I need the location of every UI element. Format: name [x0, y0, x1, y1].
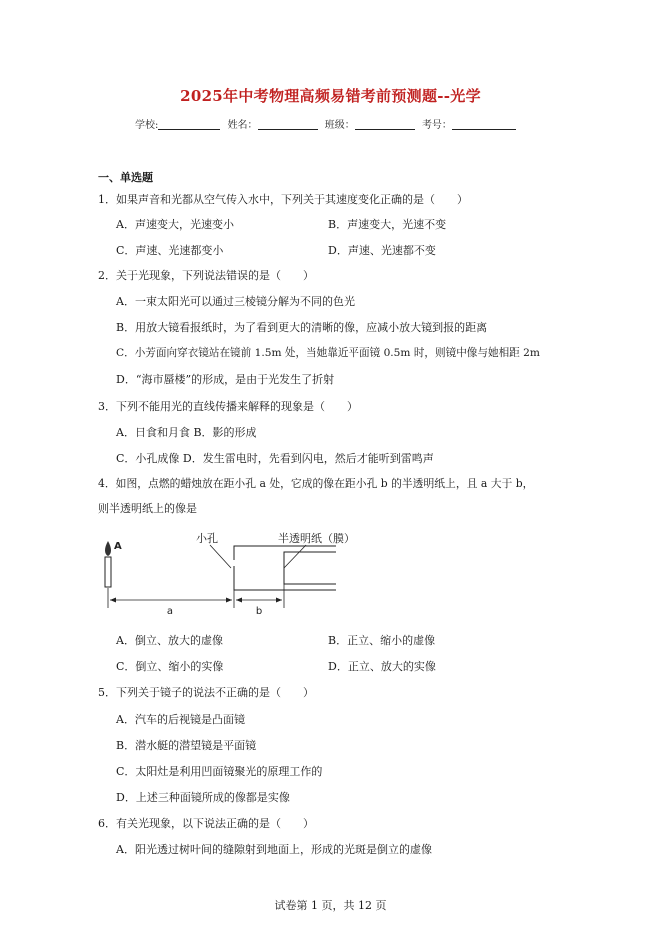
class-blank	[355, 119, 415, 130]
question-4-stem-cont: 则半透明纸上的像是	[98, 502, 197, 515]
question-2-option-d: D．“海市蜃楼”的形成，是由于光发生了折射	[116, 373, 335, 386]
question-2-option-b: B．用放大镜看报纸时，为了看到更大的清晰的像，应减小放大镜到报的距离	[116, 321, 488, 334]
candle-label: A	[114, 541, 122, 552]
school-blank	[158, 119, 220, 130]
screen-label: 半透明纸（膜）	[278, 532, 355, 545]
question-5-option-d: D．上述三种面镜所成的像都是实像	[116, 791, 290, 804]
candle-flame-icon	[105, 541, 111, 556]
question-6-stem: 6．有关光现象，以下说法正确的是（ ）	[98, 817, 314, 830]
question-5-stem: 5．下列关于镜子的说法不正确的是（ ）	[98, 686, 314, 699]
candle-body	[105, 557, 111, 587]
question-4-stem: 4．如图，点燃的蜡烛放在距小孔 a 处，它成的像在距小孔 b 的半透明纸上，且 a 大于 b，	[98, 477, 534, 490]
box-top	[234, 546, 336, 560]
school-label: 学校:	[135, 120, 159, 131]
question-4-option-d: D．正立、放大的实像	[328, 660, 436, 673]
section-heading: 一、单选题	[98, 171, 153, 184]
pinhole-label: 小孔	[196, 532, 218, 545]
question-1-option-d: D．声速、光速都不变	[328, 244, 436, 257]
dim-label-b: b	[255, 606, 263, 617]
question-1-option-b: B．声速变大，光速不变	[328, 218, 447, 231]
screen-tube	[284, 552, 336, 584]
number-blank	[452, 119, 516, 130]
question-5-option-c: C．太阳灶是利用凹面镜聚光的原理工作的	[116, 765, 323, 778]
pinhole-leader	[210, 545, 231, 568]
question-5-option-b: B．潜水艇的潜望镜是平面镜	[116, 739, 257, 752]
question-6-option-a: A．阳光透过树叶间的缝隙射到地面上，形成的光斑是倒立的虚像	[116, 843, 432, 856]
box-bottom	[234, 566, 336, 590]
question-1-option-c: C．声速、光速都变小	[116, 244, 224, 257]
dim-label-a: a	[166, 606, 174, 617]
question-2-option-c: C．小芳面向穿衣镜站在镜前 1.5m 处，当她靠近平面镜 0.5m 时，则镜中像与她相距 2m	[116, 347, 540, 359]
question-4-option-c: C．倒立、缩小的实像	[116, 660, 224, 673]
number-label: 考号：	[421, 120, 452, 131]
question-1-stem: 1．如果声音和光都从空气传入水中，下列关于其速度变化正确的是（ ）	[98, 193, 468, 206]
question-4-option-b: B．正立、缩小的虚像	[328, 634, 436, 647]
question-5-option-a: A．汽车的后视镜是凸面镜	[116, 713, 245, 726]
class-label: 班级：	[324, 120, 355, 131]
question-1-option-a: A．声速变大，光速变小	[116, 218, 234, 231]
student-info-line	[135, 116, 520, 131]
pinhole-camera-diagram	[96, 528, 356, 620]
name-blank	[258, 119, 318, 130]
name-label: 姓名：	[227, 120, 258, 131]
question-3-stem: 3．下列不能用光的直线传播来解释的现象是（ ）	[98, 400, 358, 413]
question-2-option-a: A．一束太阳光可以通过三棱镜分解为不同的色光	[116, 295, 355, 308]
page-footer: 试卷第 1 页，共 12 页	[274, 899, 387, 912]
question-4-option-a: A．倒立、放大的虚像	[116, 634, 223, 647]
screen-leader	[284, 545, 306, 568]
question-3-options-cd: C．小孔成像 D．发生雷电时，先看到闪电，然后才能听到雷鸣声	[116, 452, 434, 465]
page-title: 2025年中考物理高频易错考前预测题--光学	[180, 87, 481, 105]
question-2-stem: 2．关于光现象，下列说法错误的是（ ）	[98, 269, 314, 282]
question-3-options-ab: A．日食和月食 B．影的形成	[116, 426, 257, 439]
